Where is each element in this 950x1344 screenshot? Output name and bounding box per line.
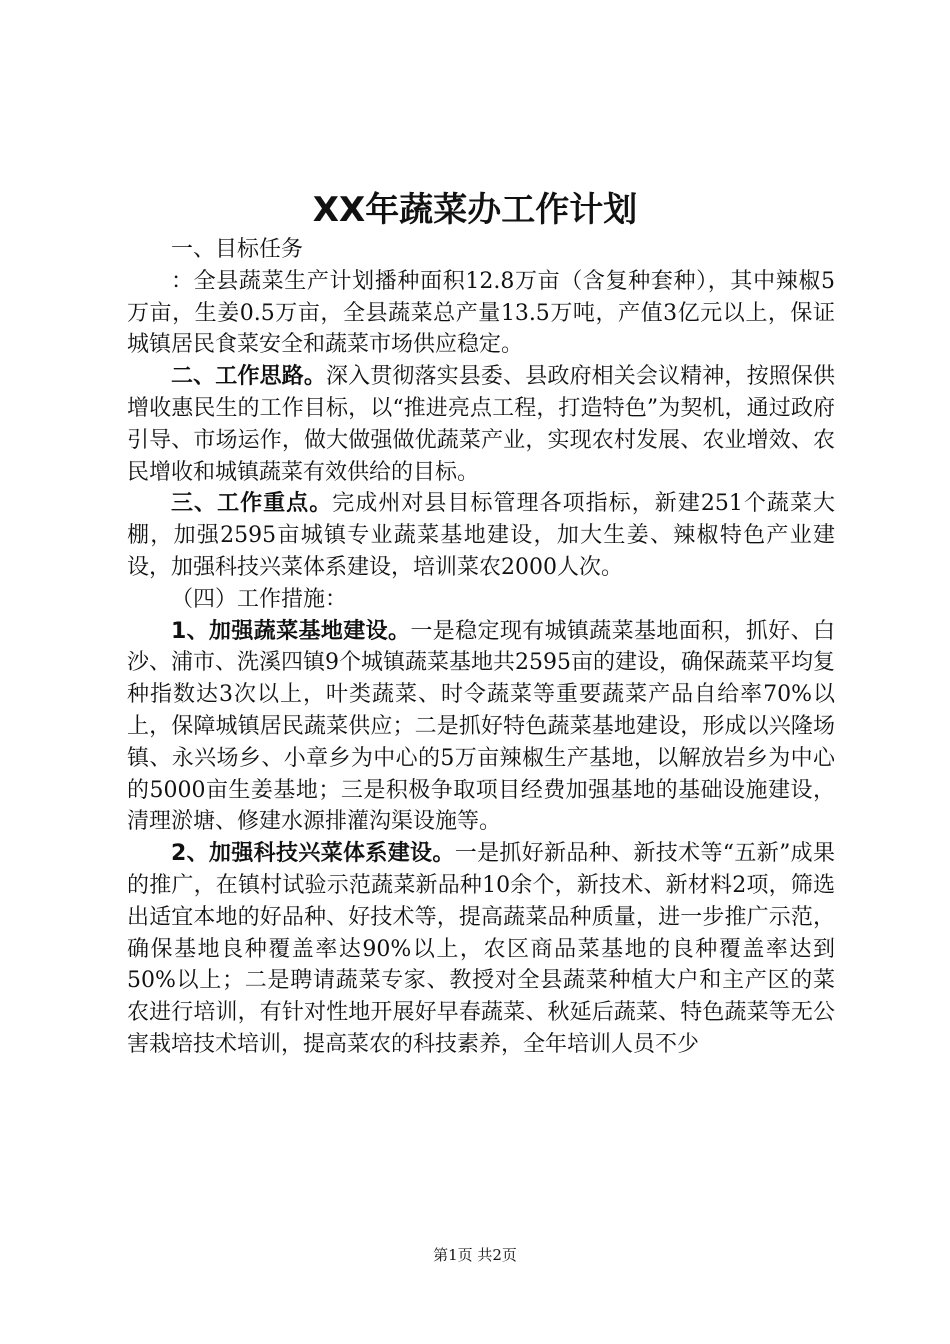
paragraph-goals-text: ：全县蔬菜生产计划播种面积12.8万亩（含复种套种），其中辣椒5万亩，生姜0.5万亩，全县蔬菜总产量13.5万吨，产值3亿元以上，保证城镇居民食菜安全和蔬菜市场供应稳定。 [127, 268, 835, 358]
measure-1-heading: 1、加强蔬菜基地建设。 [171, 618, 411, 644]
paragraph-approach-text: 深入贯彻落实县委、县政府相关会议精神，按照保供增收惠民生的工作目标，以“推进亮点工程，打造特色”为契机，通过政府引导、市场运作，做大做强做优蔬菜产业，实现农村发展、农业增效、农民增收和城镇蔬菜有效供给的目标。 [127, 364, 835, 485]
document-body [127, 234, 835, 1061]
section-heading-approach: 二、工作思路。 [171, 364, 326, 390]
paragraph-priorities-text: 完成州对县目标管理各项指标，新建251个蔬菜大棚，加强2595亩城镇专业蔬菜基地建设，加大生姜、辣椒特色产业建设，加强科技兴菜体系建设，培训菜农2000人次。 [127, 491, 835, 580]
measure-2-heading: 2、加强科技兴菜体系建设。 [171, 841, 455, 867]
page-footer: 第1页 共2页 [433, 1246, 517, 1264]
measure-2-text: 一是抓好新品种、新技术等“五新”成果的推广，在镇村试验示范蔬菜新品种10余个，新技术、新材料2项，筛选出适宜本地的好品种、好技术等，提高蔬菜品种质量，进一步推广示范，确保基地良种覆盖率达90%以上，农区商品菜基地的良种覆盖率达到50%以上；二是聘请蔬菜专家、教授对全县蔬菜种植大户和主产区的菜农进行培训，有针对性地开展好早春蔬菜、秋延后蔬菜、特色蔬菜等无公害栽培技术培训，提高菜农的科技素养，全年培训人员不少 [127, 841, 836, 1057]
paragraph-goals [127, 266, 835, 361]
section-heading-priorities: 三、工作重点。 [171, 491, 333, 517]
paragraph-measure-2 [127, 838, 835, 1061]
paragraph-measure-1 [127, 616, 835, 839]
section-heading-goals: 一、目标任务 [171, 237, 304, 262]
document-title: XX年蔬菜办工作计划 [312, 190, 638, 230]
paragraph-priorities [127, 488, 835, 583]
measure-1-text: 一是稳定现有城镇蔬菜基地面积，抓好、白沙、浦市、洗溪四镇9个城镇蔬菜基地共2595亩的建设，确保蔬菜平均复种指数达3次以上，叶类蔬菜、时令蔬菜等重要蔬菜产品自给率70%以上，保障城镇居民蔬菜供应；二是抓好特色蔬菜基地建设，形成以兴隆场镇、永兴场乡、小章乡为中心的5万亩辣椒生产基地，以解放岩乡为中心的5000亩生姜基地；三是积极争取项目经费加强基地的基础设施建设，清理淤塘、修建水源排灌沟渠设施等。 [127, 618, 835, 835]
section-heading-measures: （四）工作措施： [171, 586, 348, 612]
paragraph-approach [127, 361, 835, 488]
